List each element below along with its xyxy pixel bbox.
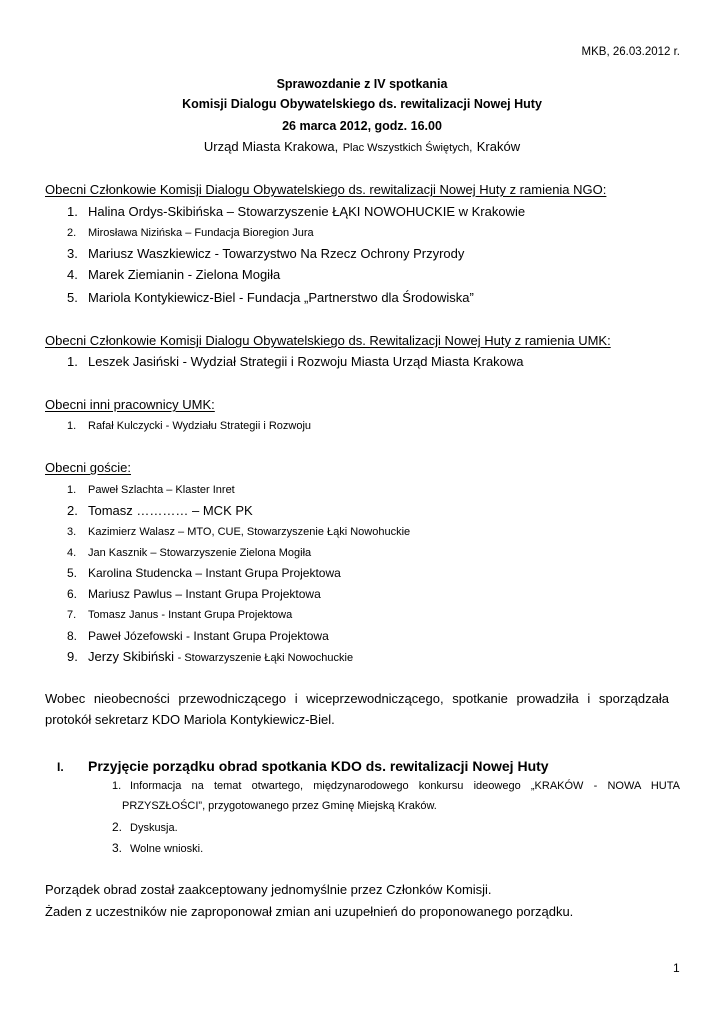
meeting-date-time: 26 marca 2012, godz. 16.00 (282, 119, 442, 133)
list-text: Paweł Józefowski - Instant Grupa Projektowa (88, 629, 329, 643)
list-text: Leszek Jasiński - Wydział Strategii i Rozwoju Miasta Urząd Miasta Krakowa (88, 354, 524, 369)
list-text: Tomasz ………… – MCK PK (88, 503, 253, 518)
agenda-item (112, 819, 178, 836)
list-item (67, 586, 321, 602)
list-number: 4. (67, 547, 77, 559)
list-item (67, 246, 464, 262)
location-office: Urząd Miasta Krakowa, (203, 139, 339, 154)
list-number: 1. (67, 204, 78, 219)
reference-date: MKB, 26.03.2012 r. (581, 46, 680, 58)
list-number: 1. (67, 484, 77, 496)
agenda-item (112, 840, 203, 857)
list-text: Paweł Szlachta – Klaster Inret (88, 484, 235, 496)
list-item (67, 204, 525, 220)
location-city: Kraków (476, 139, 521, 154)
list-text: Mariusz Pawlus – Instant Grupa Projektowa (88, 587, 321, 601)
list-number: 7. (67, 609, 77, 621)
list-item (67, 290, 474, 306)
list-number: 2. (67, 503, 78, 518)
list-number: 1. (67, 354, 78, 369)
list-text-affiliation: - Stowarzyszenie Łąki Nowochuckie (177, 652, 354, 664)
list-text: Tomasz Janus - Instant Grupa Projektowa (88, 609, 293, 621)
list-number: 5. (67, 566, 78, 580)
section-heading-staff: Obecni inni pracownicy UMK: (45, 397, 215, 412)
list-item (67, 267, 280, 283)
list-number: 1. (67, 420, 77, 432)
paragraph-line: Żaden z uczestników nie zaproponował zmian ani uzupełnień do proponowanego porządku. (45, 904, 574, 919)
list-item (67, 503, 253, 519)
list-item (67, 649, 353, 666)
meeting-location (0, 139, 724, 156)
list-item (67, 607, 292, 623)
list-item (67, 628, 329, 644)
section-numeral: I. (57, 760, 64, 774)
list-number: 2. (67, 227, 77, 239)
agenda-item-number: 2. (112, 820, 123, 834)
list-text: Mariusz Waszkiewicz - Towarzystwo Na Rzecz Ochrony Przyrody (88, 246, 465, 261)
list-item (67, 565, 341, 581)
list-item (67, 418, 311, 434)
agenda-item-number: 1. (112, 780, 122, 792)
committee-name: Komisji Dialogu Obywatelskiego ds. rewitalizacji Nowej Huty (182, 97, 542, 111)
section-heading-guests: Obecni goście: (45, 460, 131, 475)
agenda-item-text: Dyskusja. (130, 822, 178, 834)
list-number: 9. (67, 649, 78, 664)
list-number: 6. (67, 587, 78, 601)
list-text: Marek Ziemianin - Zielona Mogiła (88, 267, 281, 282)
agenda-item-number: 3. (112, 841, 123, 855)
list-item (67, 354, 524, 370)
list-number: 3. (67, 246, 78, 261)
list-number: 8. (67, 629, 78, 643)
list-text: Jan Kasznik – Stowarzyszenie Zielona Mogiła (88, 547, 312, 559)
list-item (67, 545, 311, 561)
location-street: Plac Wszystkich Świętych, (342, 142, 473, 154)
page-number: 1 (673, 961, 680, 975)
list-text: Halina Ordys-Skibińska – Stowarzyszenie ŁĄKI NOWOHUCKIE w Krakowie (88, 204, 526, 219)
list-text: Mirosława Nizińska – Fundacja Bioregion Jura (88, 227, 314, 239)
paragraph-line: Wobec nieobecności przewodniczącego i wiceprzewodniczącego, spotkanie prowadziła i sporządzała (45, 691, 669, 706)
agenda-heading (57, 756, 549, 777)
section-title: Przyjęcie porządku obrad spotkania KDO ds. rewitalizacji Nowej Huty (88, 758, 549, 774)
report-title: Sprawozdanie z IV spotkania (276, 77, 448, 91)
section-heading-umk: Obecni Członkowie Komisji Dialogu Obywatelskiego ds. Rewitalizacji Nowej Huty z ramienia UMK: (45, 333, 611, 348)
agenda-item-text: Wolne wnioski. (130, 843, 204, 855)
agenda-item-text: Informacja na temat otwartego, międzynarodowego konkursu ideowego „KRAKÓW - NOWA HUTA PRZYSZŁOŚCI”, przygotowanego przez Gminę Miejską Kraków. (122, 780, 680, 812)
section-heading-ngo: Obecni Członkowie Komisji Dialogu Obywatelskiego ds. rewitalizacji Nowej Huty z ramienia NGO: (45, 182, 607, 197)
list-text: Mariola Kontykiewicz-Biel - Fundacja „Partnerstwo dla Środowiska” (88, 290, 474, 305)
paragraph-line: Porządek obrad został zaakceptowany jednomyślnie przez Członków Komisji. (45, 882, 492, 897)
list-item (67, 225, 314, 241)
list-item (67, 524, 410, 540)
list-text: Karolina Studencka – Instant Grupa Projektowa (88, 566, 341, 580)
list-number: 4. (67, 267, 78, 282)
paragraph-line: protokół sekretarz KDO Mariola Kontykiewicz-Biel. (45, 712, 335, 727)
list-item (67, 482, 235, 498)
list-text: Kazimierz Walasz – MTO, CUE, Stowarzyszenie Łąki Nowohuckie (88, 526, 411, 538)
list-number: 5. (67, 290, 78, 305)
list-text: Rafał Kulczycki - Wydziału Strategii i Rozwoju (88, 420, 312, 432)
list-number: 3. (67, 526, 77, 538)
list-text-name: Jerzy Skibiński (88, 649, 174, 664)
